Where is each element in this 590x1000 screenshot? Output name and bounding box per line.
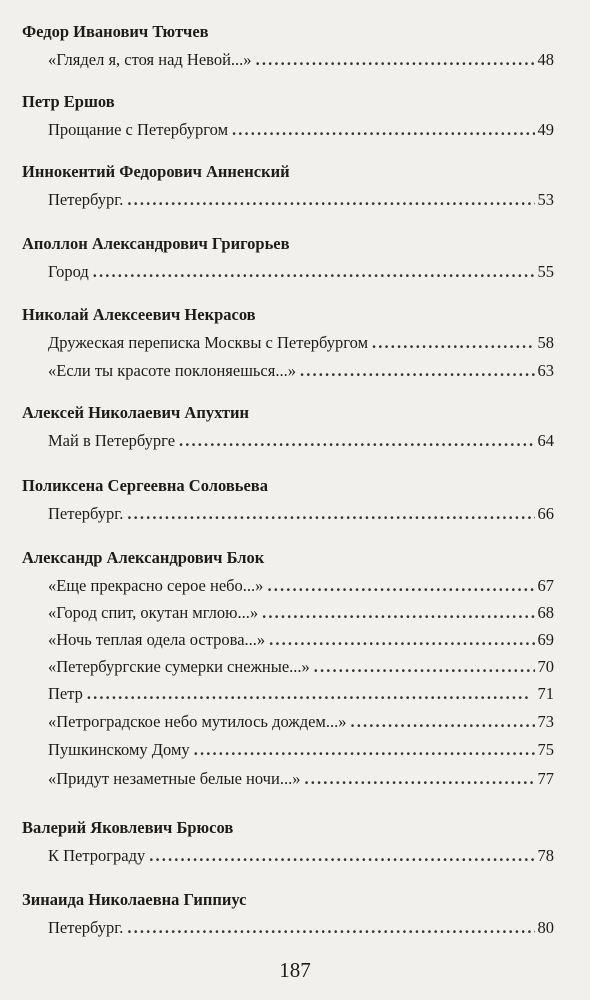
toc-entry (48, 361, 554, 381)
entry-title: К Петрограду (48, 846, 146, 865)
toc-entry (48, 50, 554, 70)
entry-page-number: 80 (537, 918, 554, 937)
dot-leader (127, 504, 534, 524)
dot-leader (314, 657, 535, 677)
entry-title: Прощание с Петербургом (48, 120, 229, 139)
dot-leader (127, 918, 534, 938)
author-name: Федор Иванович Тютчев (22, 22, 209, 41)
toc-entry (48, 504, 554, 524)
entry-title: «Город спит, окутан мглою...» (48, 603, 259, 622)
entry-title: «Придут незаметные белые ночи...» (48, 769, 301, 788)
author-name: Александр Александрович Блок (22, 548, 265, 567)
entry-page-number: 68 (537, 603, 554, 622)
entry-page-number: 53 (537, 190, 554, 209)
toc-entry (48, 120, 554, 140)
author-name: Зинаида Николаевна Гиппиус (22, 890, 247, 909)
entry-title: Петербург. (48, 190, 124, 209)
dot-leader (87, 684, 535, 704)
toc-entry (48, 657, 554, 677)
dot-leader (149, 846, 534, 866)
entry-page-number: 67 (537, 576, 554, 595)
dot-leader (304, 769, 534, 789)
dot-leader (372, 333, 534, 353)
entry-title: «Глядел я, стоя над Невой...» (48, 50, 252, 69)
entry-page-number: 63 (537, 361, 554, 380)
dot-leader (194, 740, 535, 760)
toc-entry (48, 190, 554, 210)
entry-title: «Еще прекрасно серое небо...» (48, 576, 264, 595)
toc-entry (48, 603, 554, 623)
dot-leader (93, 262, 535, 282)
entry-title: Пушкинскому Дому (48, 740, 190, 759)
author-name: Николай Алексеевич Некрасов (22, 305, 256, 324)
entry-page-number: 70 (537, 657, 554, 676)
entry-page-number: 73 (537, 712, 554, 731)
toc-entry (48, 769, 554, 789)
author-name: Иннокентий Федорович Анненский (22, 162, 290, 181)
entry-page-number: 66 (537, 504, 554, 523)
entry-title: Город (48, 262, 89, 281)
toc-entry (48, 333, 554, 353)
entry-title: «Ночь теплая одела острова...» (48, 630, 266, 649)
toc-entry (48, 576, 554, 596)
entry-page-number: 58 (537, 333, 554, 352)
toc-entry (48, 431, 554, 451)
entry-title: «Петроградское небо мутилось дождем...» (48, 712, 347, 731)
author-name: Аполлон Александрович Григорьев (22, 234, 290, 253)
entry-title: Дружеская переписка Москвы с Петербургом (48, 333, 369, 352)
dot-leader (350, 712, 534, 732)
author-name: Валерий Яковлевич Брюсов (22, 818, 234, 837)
dot-leader (300, 361, 535, 381)
entry-page-number: 78 (537, 846, 554, 865)
dot-leader (267, 576, 534, 596)
entry-page-number: 71 (537, 684, 554, 703)
toc-entry (48, 712, 554, 732)
entry-title: «Если ты красоте поклоняешься...» (48, 361, 296, 380)
page-number: 187 (279, 958, 311, 982)
entry-title: Петербург. (48, 504, 124, 523)
entry-page-number: 49 (537, 120, 554, 139)
dot-leader (256, 50, 535, 70)
toc-entry (48, 846, 554, 866)
entry-title: Петр (48, 684, 83, 703)
dot-leader (269, 630, 534, 650)
dot-leader (262, 603, 534, 623)
toc-entry (48, 630, 554, 650)
entry-page-number: 48 (537, 50, 554, 69)
toc-entry (48, 262, 554, 282)
entry-page-number: 69 (537, 630, 554, 649)
dot-leader (232, 120, 534, 140)
entry-title: «Петербургские сумерки снежные...» (48, 657, 310, 676)
author-name: Петр Ершов (22, 92, 115, 111)
dot-leader (179, 431, 534, 451)
entry-title: Май в Петербурге (48, 431, 176, 450)
toc-entry (48, 918, 554, 938)
author-name: Алексей Николаевич Апухтин (22, 403, 250, 422)
entry-title: Петербург. (48, 918, 124, 937)
toc-entry (48, 740, 554, 760)
entry-page-number: 55 (537, 262, 554, 281)
dot-leader (127, 190, 534, 210)
entry-page-number: 77 (537, 769, 554, 788)
author-name: Поликсена Сергеевна Соловьева (22, 476, 268, 495)
toc-entry (48, 684, 554, 704)
entry-page-number: 64 (537, 431, 554, 450)
entry-page-number: 75 (537, 740, 554, 759)
